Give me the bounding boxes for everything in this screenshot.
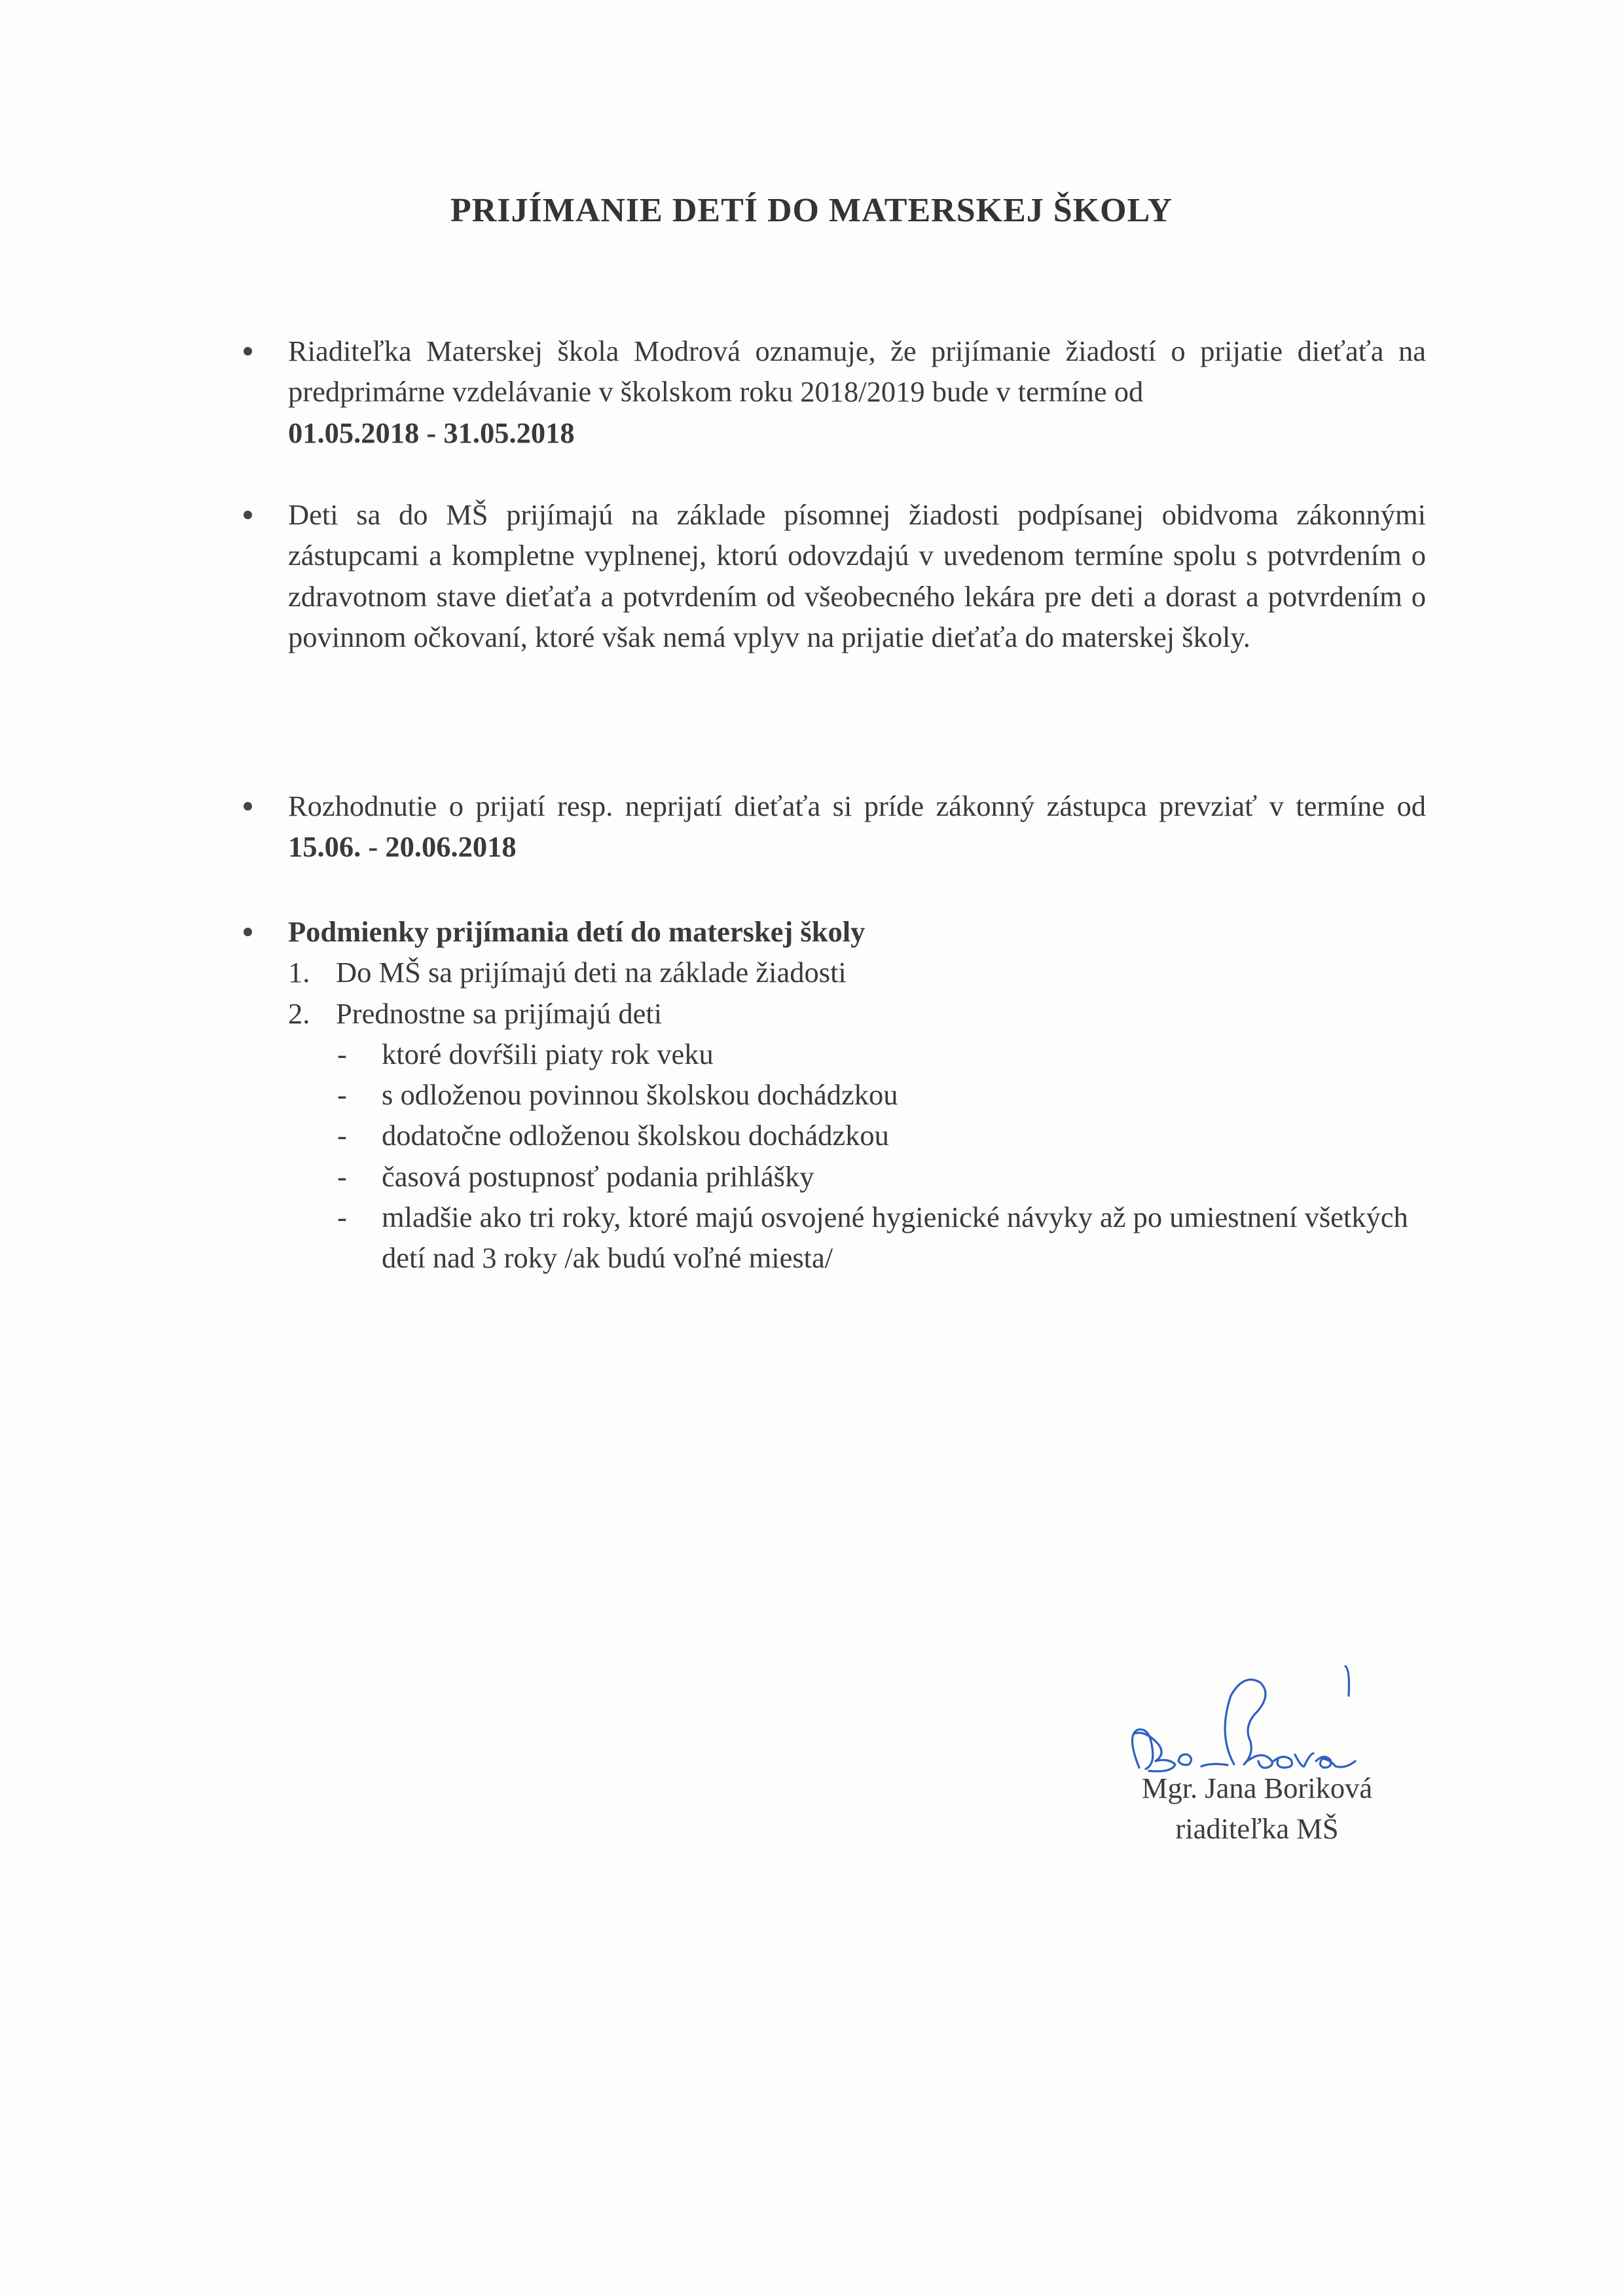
paragraph-enrollment-period bbox=[288, 331, 1426, 453]
paragraph-decision bbox=[288, 786, 1426, 867]
paragraph-text: Riaditeľka Materskej škola Modrová oznamuje, že prijímanie žiadostí o prijatie dieťaťa na predprimárne vzdelávanie v školskom roku 2018/2019 bude v termíne od bbox=[288, 335, 1426, 409]
dash-marker: - bbox=[337, 1037, 347, 1070]
priority-item bbox=[288, 1197, 1426, 1279]
priority-item bbox=[288, 1074, 1426, 1115]
signatory-role: riaditeľka MŠ bbox=[1175, 1812, 1339, 1845]
bullet-icon bbox=[244, 511, 252, 519]
conditions-heading: Podmienky prijímania detí do materskej školy bbox=[288, 915, 866, 948]
dash-marker: - bbox=[337, 1078, 347, 1112]
dash-marker: - bbox=[337, 1119, 347, 1152]
dash-marker: - bbox=[337, 1159, 347, 1193]
item-text: s odloženou povinnou školskou dochádzkou bbox=[382, 1078, 898, 1112]
document-title: PRIJÍMANIE DETÍ DO MATERSKEJ ŠKOLY bbox=[450, 192, 1173, 229]
item-number: 1. bbox=[288, 956, 310, 989]
numbered-list bbox=[288, 952, 1426, 1034]
section-conditions bbox=[288, 911, 1426, 1279]
dash-marker: - bbox=[337, 1201, 347, 1234]
numbered-item bbox=[288, 993, 1426, 1034]
signatory-name: Mgr. Jana Boriková bbox=[1141, 1772, 1373, 1804]
paragraph-text: Deti sa do MŠ prijímajú na základe písomnej žiadosti podpísanej obidvoma zákonnými zástupcami a kompletne vyplnenej, ktorú odovzdajú v uvedenom termíne spolu s potvrdením o zdravotnom stave dieťaťa a potvrdením od všeobecného lekára pre deti a dorast a potvrdením o povinnom očkovaní, ktoré však nemá vplyv na prijatie dieťaťa do materskej školy. bbox=[288, 498, 1426, 653]
priority-item bbox=[288, 1156, 1426, 1197]
bullet-icon bbox=[244, 928, 252, 936]
bullet-icon bbox=[244, 347, 252, 355]
item-text: Prednostne sa prijímajú deti bbox=[336, 996, 663, 1030]
decision-dates: 15.06. - 20.06.2018 bbox=[288, 830, 517, 864]
priority-item bbox=[288, 1115, 1426, 1156]
item-text: časová postupnosť podania prihlášky bbox=[382, 1159, 814, 1193]
item-number: 2. bbox=[288, 996, 310, 1030]
priority-item bbox=[288, 1034, 1426, 1074]
numbered-item bbox=[288, 952, 1426, 993]
bullet-icon bbox=[244, 802, 252, 811]
item-text: ktoré dovŕšili piaty rok veku bbox=[382, 1037, 714, 1070]
item-text: Do MŠ sa prijímajú deti na základe žiadosti bbox=[336, 956, 847, 989]
item-text: dodatočne odloženou školskou dochádzkou bbox=[382, 1119, 889, 1152]
paragraph-requirements bbox=[288, 494, 1426, 657]
priority-list bbox=[288, 1034, 1426, 1279]
item-text: mladšie ako tri roky, ktoré majú osvojené hygienické návyky až po umiestnení všetkých detí nad 3 roky /ak budú voľné miesta/ bbox=[382, 1201, 1408, 1275]
signature-block bbox=[1074, 1768, 1440, 1849]
paragraph-text: Rozhodnutie o prijatí resp. neprijatí dieťaťa si príde zákonný zástupca prevziať v termíne od bbox=[288, 790, 1426, 822]
enrollment-dates: 01.05.2018 - 31.05.2018 bbox=[288, 416, 575, 449]
